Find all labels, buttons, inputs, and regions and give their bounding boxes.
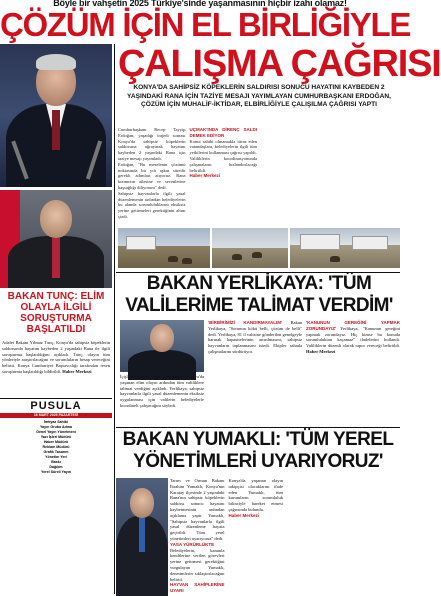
imprint-line: Baskı: [51, 460, 61, 464]
left-story-body: [2, 340, 110, 396]
imprint-line: Haber Müdürü: [43, 440, 69, 444]
masthead-date-bar: 16 MART 2025 PAZARTESİ: [0, 413, 112, 418]
third-story-body: [170, 478, 400, 594]
third-story-signature: Haber Merkezi: [228, 512, 260, 518]
main-headline-line2: ÇALIŞMA ÇAĞRISI: [118, 43, 441, 85]
imprint-line: Dağıtım: [49, 465, 63, 469]
imprint-line: Genel Yayın Yönetmeni: [36, 430, 76, 434]
lead-paragraph: Cumhurbaşkanı Recep Tayyip Erdoğan, yaşadığı trajedi sonrası Konya'da sahipsiz köpeklerin saldırısına uğrayarak hayatını kaybeden 2 yaşındaki Rana için taziye mesajı yayımladı.: [118, 127, 186, 161]
imprint-line: Yayın Grubu Adına: [39, 425, 72, 429]
imprint-line: Grafik Tasarım: [43, 450, 69, 454]
second-story-text: Bakan Yerlikaya, "Sorunun kökü belli, çözüm de belli" dedi. Yerlikaya, 81 il valisine gönderilen genelgeyle barınak kapasitelerinin artırılmasını, sahipsiz hayvanların toplanmasını istedi. Ekipler sahada çalışmalarını sürdürüyor.: [208, 320, 302, 354]
lead-paragraph: Konut sahibi olmamakla itiraz eden vatandaşlara, belediyelerin ilgili tüm yetkilerini kullanması çağrısı yapıldı.: [189, 138, 257, 156]
lead-story-body: [118, 127, 400, 224]
masthead-title: PUSULA: [0, 400, 112, 412]
second-story-text: Yerlikaya, "Kanunun gereğini yapmak zorundayız. Hiç kimse bu konuda sorumluluktan kaçamaz" ifadelerini kullandı. Valiliklerin düzenli olarak rapor vereceği belirtildi.: [306, 325, 400, 349]
third-story-text: Belediyelerin, kanunla kendilerine verilen görevleri yerine getirmesi gerektiğini vurgulayan Yumaklı, denetimlerin sıklaştırılacağını belirtti.: [170, 547, 225, 582]
lead-paragraph: Sahipsiz hayvanlarla ilgili yasal düzenlemenin ardından belediyelerin bu alanda sorumluluklarını eksiksiz yerine getirmeleri gerektiğinin altını çizdi.: [118, 190, 186, 219]
column-divider: [114, 44, 115, 594]
third-headline-line1: BAKAN YUMAKLI: 'TÜM YEREL: [122, 429, 394, 450]
second-story-col3: [306, 320, 400, 404]
lead-signature: Haber Merkezi: [189, 173, 221, 179]
imprint-line: İmtiyaz Sahibi: [44, 420, 68, 424]
yerlikaya-photo: [120, 320, 204, 372]
section-divider: [116, 427, 400, 428]
second-story-col2: [208, 320, 302, 404]
section-divider: [116, 272, 400, 273]
dogs-photo-2: [212, 228, 288, 268]
imprint-line: Reklam Müdürü: [42, 445, 70, 449]
deck: KONYA'DA SAHİPSİZ KÖPEKLERİN SALDIRISI SONUCU HAYATINI KAYBEDEN 2 YAŞINDAKİ RANA İÇİN TAZİYE MESAJI YAYIMLAYAN CUMHURBAŞKANI ERDOĞAN, ÇÖZÜM İÇİN MUHALİF-İKTİDAR, ELBİRLİĞİYLE ÇALIŞILMA ÇAĞRISI YAPTI: [127, 84, 391, 109]
left-story-signature: Haber Merkezi: [62, 368, 92, 374]
left-story-headline: BAKAN TUNÇ: ELİM OLAYLA İLGİLİ SORUŞTURMA BAŞLATILDI: [7, 291, 105, 335]
tunc-photo: [0, 190, 112, 288]
imprint-line: Yazı İşleri Müdürü: [40, 435, 72, 439]
third-headline-line2: YÖNETİMLERİ UYARIYORUZ': [133, 451, 383, 472]
second-story-subheading: 'BİRBİRİMİZİ KANDIRMAYALIM': [208, 320, 283, 325]
main-headline-line1: ÇÖZÜM İÇİN EL BİRLİĞİYLE: [0, 6, 411, 43]
yumakli-photo: [116, 478, 168, 594]
third-story-subheading-2: HAYVAN SAHİPLERİNE UYARI: [170, 582, 225, 594]
third-story-subheading: YASA YÜRÜRLÜKTE: [170, 541, 215, 547]
second-story-text: İçişleri Bakanı Ali Yerlikaya, Konya'da yaşanan elim olayın ardından tüm valiliklere talimat verdiğini açıkladı. Yerlikaya, sahipsiz hayvanlarla ilgili yasal düzenlemenin eksiksiz uygulanması için valilerin belediyelerle koordineli çalışacağını söyledi.: [120, 374, 204, 408]
second-headline-line2: VALİLERİME TALİMAT VERDİM': [125, 295, 393, 316]
imprint-box: [2, 420, 110, 590]
dogs-photo-3: [290, 228, 400, 268]
second-story-col1: [120, 374, 204, 408]
imprint-line: Yönetim Yeri: [45, 455, 67, 459]
lead-paragraph: Erdoğan, "Bu meselenin çözümü noktasında bir yılı aşkın süredir gerekli adımları atıyoruz. Rana kızımızın ailesine ve sevenlerine başsağlığı diliyorum" dedi.: [118, 161, 186, 190]
dogs-photo-1: [118, 228, 210, 268]
erdogan-photo: [0, 44, 112, 187]
third-story-text: Tarım ve Orman Bakanı İbrahim Yumaklı, Konya'nın Karatay ilçesinde 2 yaşındaki Rana'nın sahipsiz köpeklerin saldırısı sonucu hayatını kaybetmesinin ardından açıklama yaptı. Yumaklı, "Sahipsiz hayvanlarla ilgili yasal düzenleme hayata geçirildi. Tüm yerel yönetimleri uyarıyoruz" dedi.: [170, 478, 225, 541]
top-banner: Böyle bir vahşetin 2025 Türkiye'sinde yaşanmasının hiçbir izahı olamaz!: [53, 0, 347, 8]
second-story-signature: Haber Merkezi: [306, 348, 336, 354]
lead-subheading: UÇMAK'INDA DİRENÇ SALDI DEMEK EDİYOR: [189, 127, 257, 138]
third-story-text: Konya'da yaşanan olayın takipçisi olacaklarını ifade eden Yumaklı, tüm kurumların sorumluluk bilinciyle hareket etmesi çağrısında bulundu.: [228, 478, 283, 512]
second-story-subheading-2: 'KANUNUN GEREĞİNİ YAPMAK ZORUNDAYIZ': [306, 320, 400, 331]
imprint-line: Yerel Süreli Yayın: [41, 470, 71, 474]
section-divider: [0, 398, 112, 399]
lead-paragraph: Valiliklerin koordinasyonunda çalışmaların hızlandırılacağı belirtildi.: [189, 155, 257, 173]
left-story-text: Adalet Bakanı Yılmaz Tunç, Konya'da sahipsiz köpeklerin saldırısında hayatını kaybeden 2 yaşındaki Rana ile ilgili soruşturma başlatıldığını açıkladı. Tunç, olayın tüm yönleriyle araştırılacağını ve sorumluların hesap vereceğini belirtti. Konya Cumhuriyet Başsavcılığı tarafından resen soruşturma başlatıldığı bildirildi.: [2, 340, 110, 374]
second-headline-line1: BAKAN YERLİKAYA: 'TÜM: [146, 273, 372, 294]
